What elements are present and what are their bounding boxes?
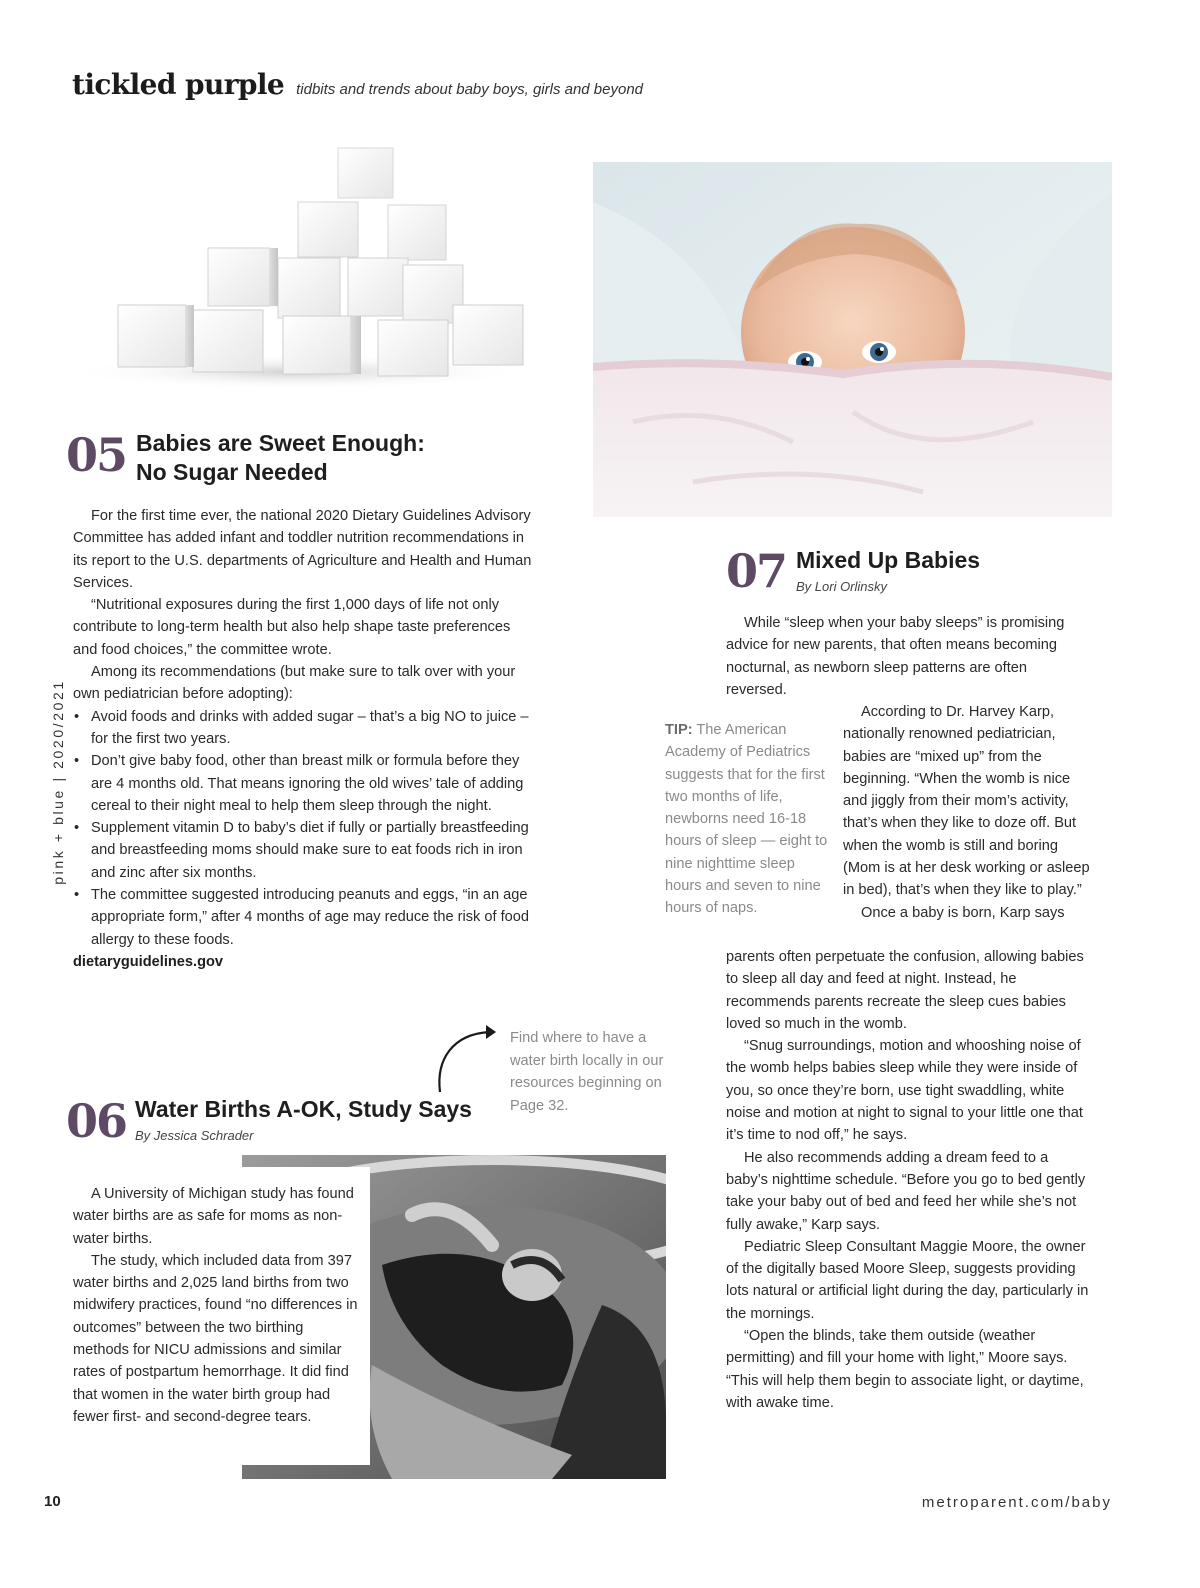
paragraph: The study, which included data from 397 water births and 2,025 land births from two midwifery practices, found “no differences in outcomes” between the two birthing methods for NICU admissions and similar rates of postpartum hemorrhage. It did find that women in the water birth group had fewer first- and second-degree tears. <box>73 1252 358 1425</box>
section-05-body <box>73 505 535 973</box>
section-number-07: 07 <box>726 544 787 598</box>
list-item: • The committee suggested introducing peanuts and eggs, “in an age appropriate form,” after 4 months of age may reduce the risk of food allergy to these foods. <box>73 884 535 951</box>
page-number: 10 <box>44 1493 61 1510</box>
tip-text: The American Academy of Pediatrics suggests that for the first two months of life, newborns need 16-18 hours of sleep — eight to nine nighttime sleep hours and seven to nine hours of naps. <box>665 722 828 917</box>
paragraph: “Nutritional exposures during the first 1,000 days of life not only contribute to long-term health but also help shape taste preferences and food choices,” the committee wrote. <box>73 597 511 658</box>
section-06-body <box>73 1183 363 1428</box>
recommendation-list <box>73 706 535 951</box>
section-number-06: 06 <box>66 1094 127 1148</box>
list-item: • Don’t give baby food, other than breast milk or formula before they are 4 months old. That means ignoring the old wives’ tale of adding cereal to their night meal to help them sleep through the night. <box>73 750 535 817</box>
section-title-05-line2: No Sugar Needed <box>136 459 328 485</box>
section-brand: tickled purple <box>72 68 285 101</box>
list-item: • Avoid foods and drinks with added sugar – that’s a big NO to juice – for the first two years. <box>73 706 535 751</box>
baby-peeking-photo <box>593 162 1112 517</box>
tip-box <box>665 719 833 920</box>
section-07-body <box>726 946 1094 1414</box>
paragraph: “Snug surroundings, motion and whooshing noise of the womb helps babies sleep while they were inside of you, so once they’re born, use tight swaddling, white noise and motion at night to signal to your little one that it’s time to nod off,” he says. <box>726 1038 1083 1144</box>
section-title-05 <box>136 429 476 487</box>
section-07-narrow-col <box>843 701 1093 924</box>
tip-label: TIP: <box>665 722 693 738</box>
section-title-06: Water Births A-OK, Study Says <box>135 1096 472 1122</box>
paragraph: parents often perpetuate the confusion, allowing babies to sleep all day and feed at night. Instead, he recommends parents recreate the sleep cues babies loved so much in the womb. <box>726 949 1084 1032</box>
paragraph: According to Dr. Harvey Karp, nationally renowned pediatrician, babies are “mixed up” from the beginning. “When the womb is nice and jiggly from their mom’s activity, that’s when they like to doze off. But when the womb is still and boring (Mom is at her desk working or asleep in bed), that’s when they like to play.” <box>843 704 1090 899</box>
section-number-05: 05 <box>66 428 127 482</box>
masthead <box>72 68 643 101</box>
section-title-07: Mixed Up Babies <box>796 547 981 573</box>
section-tagline: tidbits and trends about baby boys, girls and beyond <box>296 81 644 98</box>
list-item: • Supplement vitamin D to baby’s diet if fully or partially breastfeeding and breastfeeding moms should make sure to eat foods rich in iron and zinc after six months. <box>73 817 535 884</box>
byline-07: By Lori Orlinsky <box>796 579 888 594</box>
section-06-text-box <box>60 1167 370 1465</box>
paragraph: While “sleep when your baby sleeps” is promising advice for new parents, that often means becoming nocturnal, as newborn sleep patterns are often reversed. <box>726 615 1065 698</box>
section-title-05-line1: Babies are Sweet Enough: <box>136 430 425 456</box>
byline-06: By Jessica Schrader <box>135 1128 254 1143</box>
paragraph: He also recommends adding a dream feed to a baby’s nighttime schedule. “Before you go to bed gently take your baby out of bed and feed her while she’s not fully awake,” Karp says. <box>726 1149 1086 1233</box>
resources-callout: Find where to have a water birth locally in our resources beginning on Page 32. <box>510 1030 664 1114</box>
curved-arrow-icon <box>430 1020 505 1098</box>
paragraph: For the first time ever, the national 2020 Dietary Guidelines Advisory Committee has added infant and toddler nutrition recommendations in its report to the U.S. departments of Agriculture and Health and Human Services. <box>73 508 532 591</box>
section-07-intro <box>726 612 1091 701</box>
footer-url[interactable]: metroparent.com/baby <box>921 1494 1112 1511</box>
paragraph: Pediatric Sleep Consultant Maggie Moore, the owner of the digitally based Moore Sleep, suggests providing lots natural or artificial light during the day, particularly in the mornings. <box>726 1238 1089 1322</box>
side-label: pink + blue | 2020/2021 <box>50 679 66 885</box>
paragraph: “Open the blinds, take them outside (weather permitting) and fill your home with light,” Moore says. “This will help them begin to associate light, or daytime, with awake time. <box>726 1328 1084 1411</box>
source-link[interactable]: dietaryguidelines.gov <box>73 953 224 970</box>
paragraph: Once a baby is born, Karp says <box>861 904 1065 921</box>
paragraph: A University of Michigan study has found water births are as safe for moms as non-water births. <box>73 1186 354 1247</box>
sugar-cubes-image <box>68 140 538 390</box>
paragraph: Among its recommendations (but make sure to talk over with your own pediatrician before adopting): <box>73 664 516 703</box>
